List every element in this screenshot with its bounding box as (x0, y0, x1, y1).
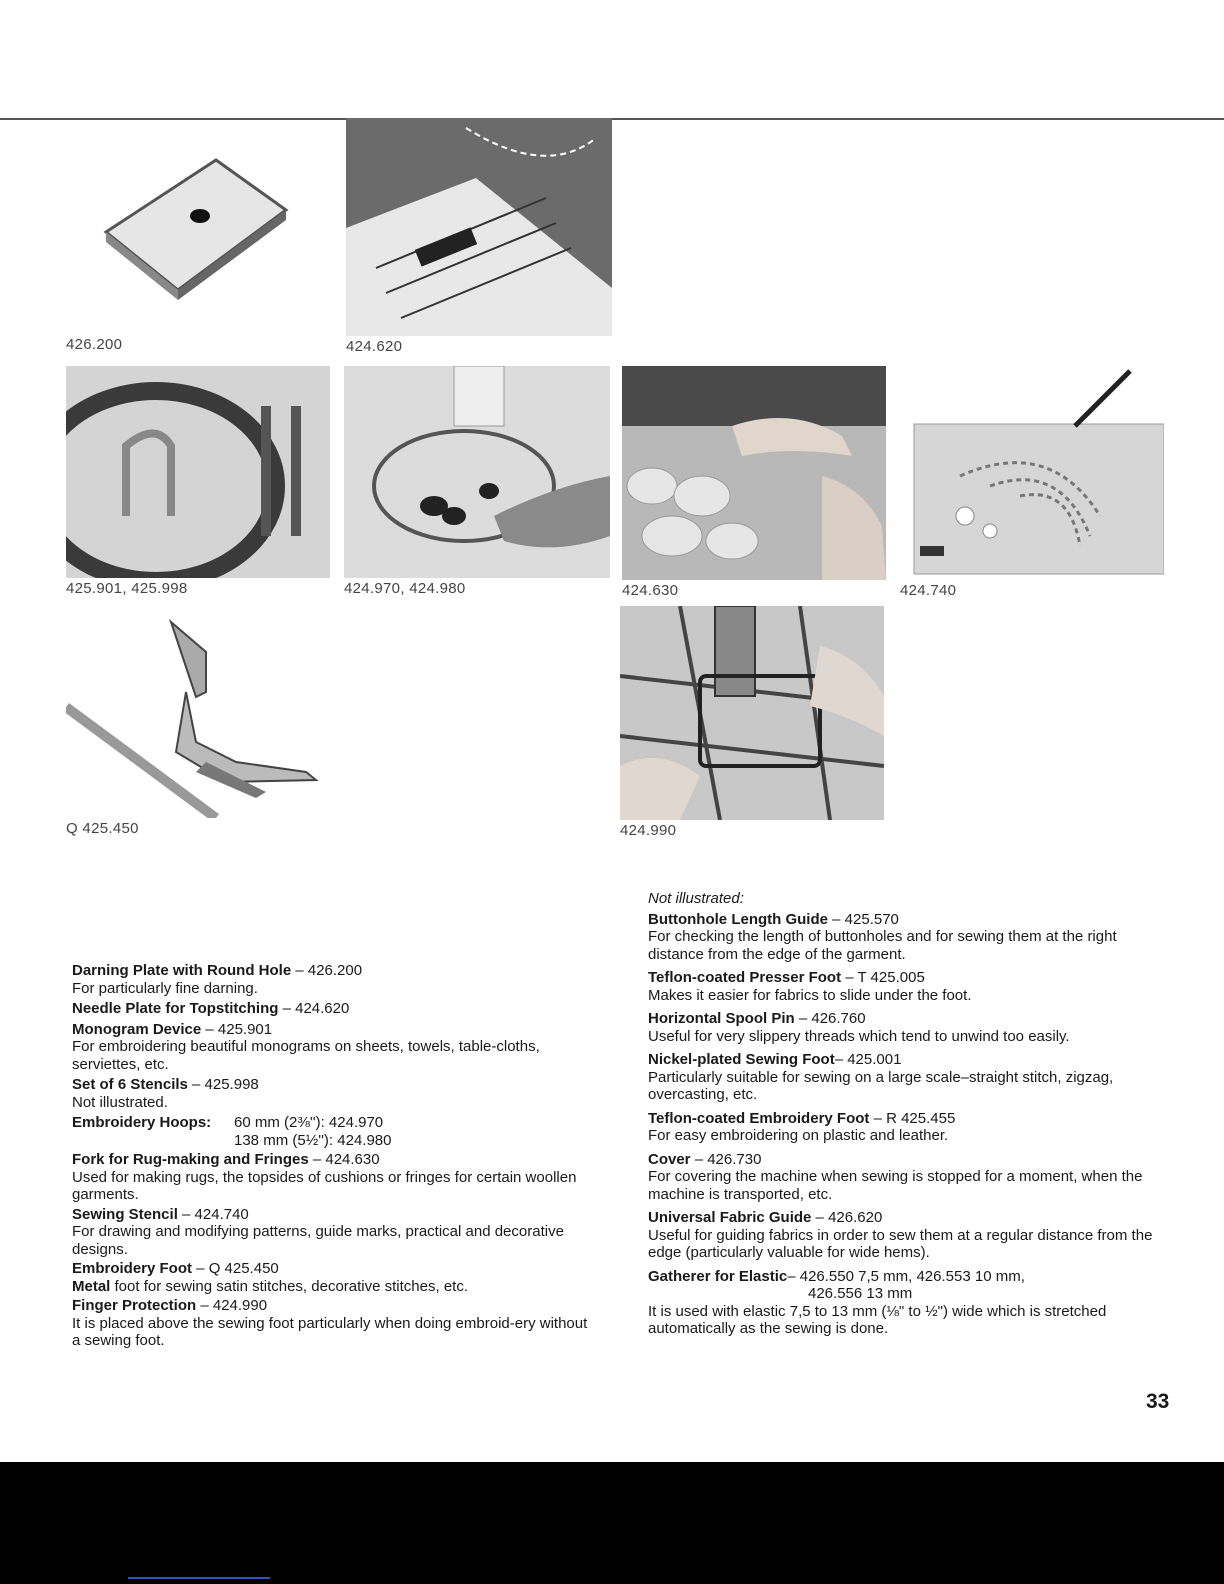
entry-rug-fork (72, 1151, 592, 1204)
entry-code-line2: 426.556 13 mm (808, 1285, 913, 1302)
caption-424-630: 424.630 (622, 582, 679, 599)
finger-protection-illustration (620, 606, 884, 820)
needle-plate-illustration (346, 118, 612, 336)
entry-code: – 425.001 (834, 1051, 902, 1068)
entry-nickel-foot (648, 1051, 1156, 1104)
entry-code: – 426.730 (690, 1150, 762, 1168)
caption-424-620: 424.620 (346, 338, 403, 355)
caption-425-901: 425.901, 425.998 (66, 580, 188, 597)
entry-needle-plate (72, 1000, 592, 1018)
photo-embroidery-foot (66, 612, 332, 818)
bottom-black-band (0, 1462, 1224, 1584)
entry-desc: It is used with elastic 7,5 to 13 mm (⅛" to ½") wide which is stretched automatically as the sewing is done. (648, 1302, 1107, 1337)
entry-desc: foot for sewing satin stitches, decorative stitches, etc. (110, 1277, 469, 1295)
entry-title: Gatherer for Elastic (648, 1267, 788, 1285)
hoop-size-2: 138 mm (5½''): 424.980 (234, 1131, 392, 1149)
entry-desc: For easy embroidering on plastic and leather. (648, 1127, 949, 1144)
entry-desc: Useful for very slippery threads which tend to unwind too easily. (648, 1027, 1070, 1045)
rug-fork-illustration (622, 366, 886, 580)
entry-desc: For covering the machine when sewing is stopped for a moment, when the machine is transported, etc. (648, 1168, 1143, 1203)
entry-fabric-guide (648, 1209, 1156, 1262)
entry-desc: Useful for guiding fabrics in order to sew them at a regular distance from the edge (particularly valuable for wide hems). (648, 1226, 1153, 1261)
entry-title: Sewing Stencil (72, 1205, 178, 1223)
sewing-stencil-illustration (900, 366, 1164, 578)
entry-code: – 425.901 (201, 1020, 273, 1038)
entry-title: Teflon-coated Presser Foot (648, 969, 842, 986)
page-number: 33 (1146, 1390, 1170, 1413)
top-rule (0, 118, 1224, 120)
entry-stencils (72, 1076, 592, 1111)
caption-424-740: 424.740 (900, 582, 957, 599)
entry-teflon-embroidery-foot (648, 1110, 1156, 1145)
entry-monogram-device (72, 1021, 592, 1074)
entry-desc: For checking the length of buttonholes and for sewing them at the right distance from the edge of the garment. (648, 928, 1117, 963)
entry-title: Embroidery Hoops: (72, 1114, 212, 1131)
entry-title: Teflon-coated Embroidery Foot (648, 1109, 870, 1127)
entry-code: – 426.200 (291, 962, 363, 979)
entry-desc-bold: Metal (72, 1277, 111, 1295)
entry-desc: Particularly suitable for sewing on a large scale–straight stitch, zigzag, overcasting, etc. (648, 1068, 1114, 1103)
entry-desc: Makes it easier for fabrics to slide under the foot. (648, 986, 972, 1004)
photo-embroidery-hoops (344, 366, 610, 578)
entry-code: – 426.620 (811, 1209, 883, 1226)
entry-code: – 424.740 (177, 1205, 249, 1223)
bottom-blue-line (128, 1577, 270, 1579)
entry-title: Nickel-plated Sewing Foot (648, 1051, 835, 1068)
entry-teflon-presser-foot (648, 969, 1156, 1004)
entry-finger-protection (72, 1297, 592, 1350)
entry-title: Cover (648, 1150, 691, 1168)
entry-desc: For embroidering beautiful monograms on sheets, towels, table-cloths, serviettes, etc. (72, 1038, 540, 1073)
entry-buttonhole-guide (648, 911, 1156, 964)
entry-code: – 425.570 (827, 910, 899, 928)
entry-title: Universal Fabric Guide (648, 1209, 812, 1226)
entry-title: Embroidery Foot (72, 1260, 193, 1277)
entry-title: Fork for Rug-making and Fringes (72, 1151, 309, 1168)
entry-title: Finger Protection (72, 1297, 197, 1314)
entry-code: – 424.990 (196, 1297, 268, 1314)
entry-desc: For drawing and modifying patterns, guide marks, practical and decorative designs. (72, 1223, 564, 1258)
entry-title: Monogram Device (72, 1020, 202, 1038)
entry-darning-plate (72, 962, 592, 997)
darning-plate-illustration (66, 122, 332, 332)
entry-title: Buttonhole Length Guide (648, 910, 828, 928)
entry-code: – 425.998 (187, 1076, 259, 1093)
photo-rug-fork (622, 366, 886, 580)
entry-code: – 426.550 7,5 mm, 426.553 10 mm, (787, 1267, 1025, 1285)
entry-cover (648, 1151, 1156, 1204)
monogram-device-illustration (66, 366, 330, 578)
hoop-size-1: 60 mm (2⅜''): 424.970 (234, 1114, 384, 1131)
entry-code: – 426.760 (794, 1010, 866, 1027)
embroidery-foot-illustration (66, 612, 332, 818)
entry-spool-pin (648, 1010, 1156, 1045)
entry-embroidery-foot (72, 1260, 592, 1295)
caption-426-200: 426.200 (66, 336, 123, 353)
entry-code: – Q 425.450 (192, 1260, 279, 1277)
photo-darning-plate (66, 122, 332, 332)
entry-code: – T 425.005 (841, 969, 925, 986)
photo-monogram-device (66, 366, 330, 578)
embroidery-hoops-illustration (344, 366, 610, 578)
caption-q-425-450: Q 425.450 (66, 820, 139, 837)
left-column (72, 962, 592, 1352)
entry-title: Set of 6 Stencils (72, 1076, 188, 1093)
entry-code: – 424.620 (278, 1000, 350, 1017)
not-illustrated-heading: Not illustrated: (648, 890, 744, 907)
entry-title: Horizontal Spool Pin (648, 1010, 795, 1027)
entry-embroidery-hoops (72, 1114, 592, 1149)
entry-desc: Not illustrated. (72, 1093, 168, 1111)
caption-424-990: 424.990 (620, 822, 677, 839)
entry-title: Needle Plate for Topstitching (72, 1000, 279, 1017)
entry-desc: Used for making rugs, the topsides of cushions or fringes for certain woollen garments. (72, 1168, 577, 1203)
entry-code: – 424.630 (308, 1151, 380, 1168)
photo-finger-protection (620, 606, 884, 820)
entry-title: Darning Plate with Round Hole (72, 962, 292, 979)
photo-needle-plate (346, 118, 612, 336)
caption-424-970: 424.970, 424.980 (344, 580, 466, 597)
right-column (648, 890, 1156, 1344)
entry-elastic-gatherer (648, 1268, 1156, 1338)
photo-sewing-stencil (900, 366, 1164, 578)
entry-desc: It is placed above the sewing foot particularly when doing embroid-ery without a sewing foot. (72, 1314, 588, 1349)
entry-desc: For particularly fine darning. (72, 979, 258, 997)
entry-sewing-stencil (72, 1206, 592, 1259)
entry-code: – R 425.455 (869, 1109, 956, 1127)
